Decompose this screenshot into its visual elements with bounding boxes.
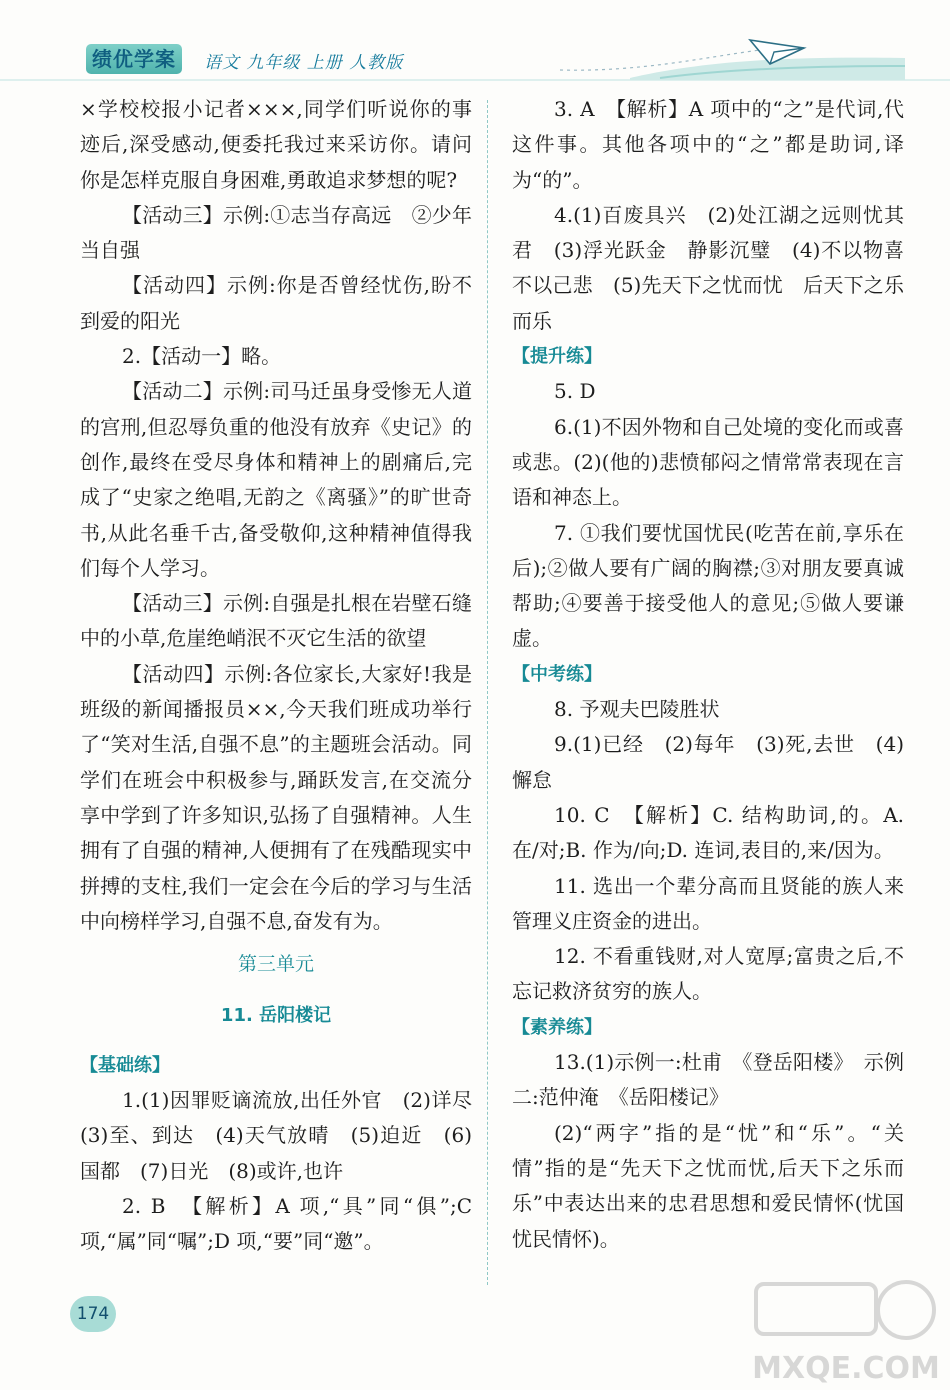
watermark-logo (746, 1270, 946, 1390)
unit-title: 第三单元 (237, 953, 314, 976)
answer-paragraph: 【活动三】示例:①志当存高远 ②少年当自强 (80, 202, 472, 263)
answer-item: 9.(1)已经 (2)每年 (3)死,去世 (4)懈怠 (512, 732, 904, 792)
answer-item: 13.(1)示例一:杜甫 《登岳阳楼》 示例二:范仲淹 《岳阳楼记》 (512, 1050, 904, 1110)
paper-plane-icon (748, 34, 808, 70)
answer-item: 5. D (554, 379, 596, 404)
right-column (512, 92, 924, 1257)
answer-item: 11. 选出一个辈分高而且贤能的族人来管理义庄资金的进出。 (512, 873, 904, 933)
answer-paragraph: ×学校校报小记者×××,同学们听说你的事迹后,深受感动,便委托我过来采访你。请问你是怎样克服自身困难,勇敢追求梦想的呢? (80, 97, 472, 192)
answer-paragraph: 2.【活动一】略。 (122, 344, 282, 369)
book-subtitle: 语文 九年级 上册 人教版 (204, 53, 404, 73)
answer-item: 6.(1)不因外物和自己处境的变化而或喜或悲。(2)(他的)悲愤郁闷之情常常表现在言语和神态上。 (512, 414, 904, 510)
watermark-text: MXQE.COM (752, 1351, 940, 1386)
answer-paragraph: 【活动四】示例:各位家长,大家好!我是班级的新闻播报员××,今天我们班成功举行了“笑对生活,自强不息”的主题班会活动。同学们在班会中积极参与,踊跃发言,在交流分享中学到了许多知识,弘扬了自强精神。人生拥有了自强的精神,人便拥有了在残酷现实中拼搏的支柱,我们一定会在今后的学习与生活中向榜样学习,自强不息,奋发有为。 (80, 661, 472, 933)
section-heading: 【素养练】 (512, 1016, 602, 1038)
brand-logo: 绩优学案 (86, 44, 182, 74)
answer-item: (2)“两字”指的是“忧”和“乐”。“关情”指的是“先天下之忧而忧,后天下之乐而乐”中表达出来的忠君思想和爱民情怀(忧国忧民情怀)。 (512, 1120, 904, 1251)
section-heading: 【提升练】 (512, 346, 602, 368)
left-column (80, 92, 492, 1260)
answer-paragraph: 【活动三】示例:自强是扎根在岩壁石缝中的小草,危崖绝峭泯不灭它生活的欲望 (80, 591, 472, 651)
answer-item: 8. 予观夫巴陵胜状 (554, 697, 720, 722)
page-number: 174 (70, 1296, 116, 1332)
answer-item: 3. A 【解析】A 项中的“之”是代词,代这件事。其他各项中的“之”都是助词,译为“的”。 (512, 97, 904, 192)
page-header (0, 0, 950, 92)
section-heading: 【中考练】 (512, 663, 602, 685)
lesson-title: 11. 岳阳楼记 (220, 1005, 332, 1027)
answer-item: 12. 不看重钱财,对人宽厚;富贵之后,不忘记救济贫穷的族人。 (512, 944, 904, 1004)
answer-item: 7. ①我们要忧国忧民(吃苦在前,享乐在后);②做人要有广阔的胸襟;③对朋友要真诚帮助;④要善于接受他人的意见;⑤做人要谦虚。 (512, 520, 904, 651)
answer-item: 2. B 【解析】A 项,“具”同“俱”;C 项,“属”同“嘱”;D 项,“要”同“邀”。 (80, 1193, 472, 1254)
answer-paragraph: 【活动二】示例:司马迁虽身受惨无人道的宫刑,但忍辱负重的他没有放弃《史记》的创作,最终在受尽身体和精神上的剧痛后,完成了“史家之绝唱,无韵之《离骚》”的旷世奇书,从此名垂千古,备受敬仰,这种精神值得我们每个人学习。 (80, 379, 472, 580)
answer-item: 1.(1)因罪贬谪流放,出任外官 (2)详尽 (3)至、到达 (4)天气放晴 (5)迫近 (6)国都 (7)日光 (8)或许,也许 (80, 1088, 492, 1183)
answer-item: 4.(1)百废具兴 (2)处江湖之远则忧其君 (3)浮光跃金 静影沉璧 (4)不以物喜 不以己悲 (5)先天下之忧而忧 后天下之乐而乐 (512, 202, 924, 333)
section-heading: 【基础练】 (80, 1054, 170, 1076)
answer-paragraph: 【活动四】示例:你是否曾经忧伤,盼不到爱的阳光 (80, 273, 472, 333)
answer-item: 10. C 【解析】C. 结构助词,的。A. 在/对;B. 作为/向;D. 连词,表目的,来/因为。 (512, 802, 904, 863)
